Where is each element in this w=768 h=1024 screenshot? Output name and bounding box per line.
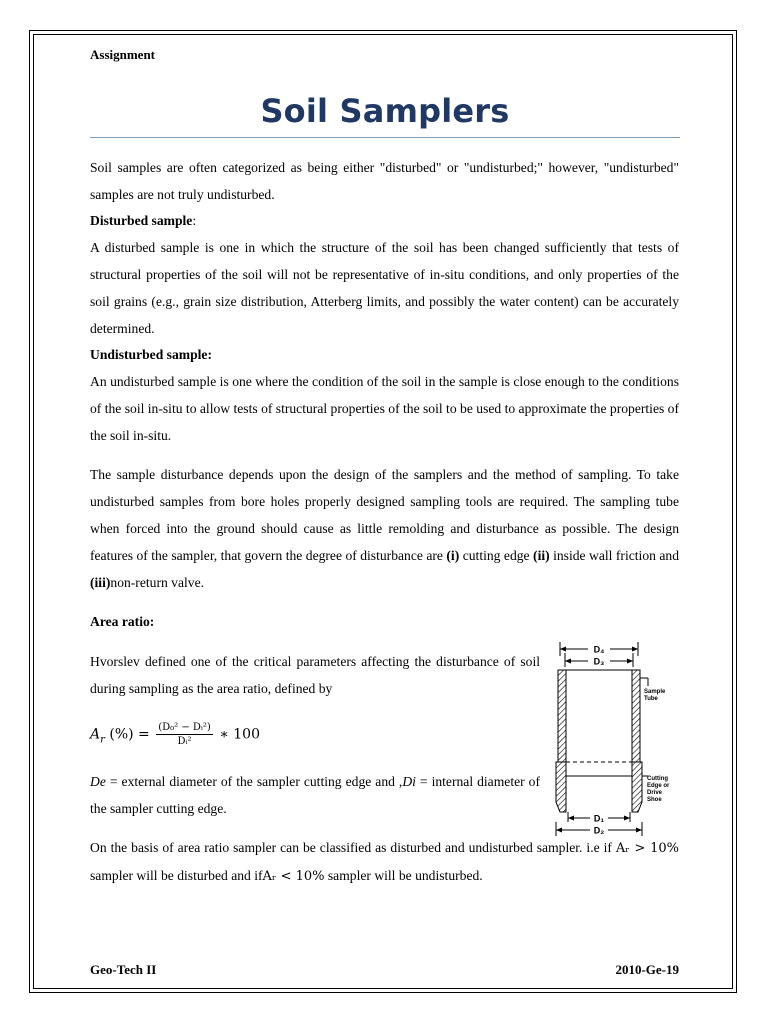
feature-marker-iii: (iii)	[90, 575, 111, 590]
class-text-c: sampler will be undisturbed.	[324, 868, 483, 883]
disturbed-heading-colon: :	[192, 213, 197, 228]
formula-lhs: A	[90, 726, 101, 743]
disturbed-paragraph: A disturbed sample is one in which the structure of the soil has been changed sufficiently that tests of structural properties of the soil will not be representative of in-situ conditions, and only properties of the soil grains (e.g., grain size distribution, Atterberg limits, and possibly the water content) can be accurately determined.	[90, 240, 679, 336]
condition-undisturbed: Aᵣ < 10%	[262, 869, 325, 884]
formula-lhs-sub: r	[100, 734, 105, 746]
formula-fraction	[156, 722, 213, 747]
tube-wall-right	[632, 670, 640, 762]
footer-id: 2010-Ge-19	[615, 962, 679, 977]
di-definition: = internal diameter of the sampler cutting edge.	[90, 774, 540, 816]
disturbed-heading: Disturbed sample	[90, 213, 193, 228]
sampler-diagram	[548, 640, 678, 840]
formula-numerator: (D₀² − Dᵢ²)	[158, 722, 211, 733]
disturbance-paragraph	[90, 461, 679, 596]
d3-dimension	[565, 653, 633, 667]
tube-label-line2: Tube	[644, 696, 658, 702]
d2-label: D₂	[593, 825, 605, 836]
cutting-shoe-right	[632, 762, 642, 812]
undisturbed-paragraph: An undisturbed sample is one where the condition of the soil in the sample is close enough to the conditions of the soil in-situ to allow tests of structural properties of the soil to be used to approximate the properties of the soil in-situ.	[90, 374, 679, 443]
page-title: Soil Samplers	[260, 92, 510, 130]
classification-paragraph	[90, 834, 679, 890]
feature-marker-i: (i)	[446, 548, 460, 563]
di-symbol: Di	[402, 774, 416, 789]
tube-label-line1: Sample	[644, 689, 666, 695]
title-divider	[90, 137, 680, 138]
disturbance-text-a: The sample disturbance depends upon the design of the samplers and the method of sampling. To take undisturbed samples from bore holes properly designed sampling tools are required. The sampling tube when forced into the ground should cause as little remolding and disturbance as possible. The design features of the sampler, that govern the degree of disturbance are	[90, 467, 679, 563]
d4-label: D₄	[593, 644, 605, 655]
d1-label: D₁	[593, 813, 605, 824]
intro-paragraph: Soil samples are often categorized as being either "disturbed" or "undisturbed;" however, "undisturbed" samples are not truly undisturbed.	[90, 160, 679, 202]
feature-marker-ii: (ii)	[533, 548, 550, 563]
footer-course: Geo-Tech II	[90, 962, 157, 977]
de-symbol: De	[90, 774, 106, 789]
class-text-b: sampler will be disturbed and if	[90, 868, 263, 883]
d1-dimension	[568, 812, 630, 824]
edge-label-line1: Cutting	[647, 776, 668, 782]
de-definition: = external diameter of the sampler cutting edge and ,	[105, 774, 403, 789]
undisturbed-heading: Undisturbed sample:	[90, 347, 212, 362]
area-ratio-heading: Area ratio:	[90, 614, 155, 629]
d3-label: D₃	[593, 656, 605, 667]
header-label: Assignment	[90, 47, 156, 62]
formula-rhs: ∗ 100	[219, 726, 260, 743]
formula-denominator: Dᵢ²	[177, 736, 192, 747]
tube-wall-left	[558, 670, 566, 762]
area-ratio-paragraph: Hvorslev defined one of the critical parameters affecting the disturbance of soil during sampling as the area ratio, defined by	[90, 654, 540, 696]
area-ratio-formula	[90, 722, 260, 747]
formula-lhs-unit: (%) =	[104, 726, 155, 743]
disturbed-heading-line	[90, 207, 679, 234]
class-text-a: On the basis of area ratio sampler can be classified as disturbed and undisturbed sampler. i.e if	[90, 840, 616, 855]
edge-label-line2: Edge or	[647, 783, 670, 789]
feature-text-i: cutting edge	[459, 548, 534, 563]
d2-dimension	[556, 822, 642, 836]
condition-disturbed: Aᵣ > 10%	[615, 841, 680, 856]
edge-label-line3: Drive	[647, 790, 663, 796]
d4-dimension	[560, 642, 638, 656]
cutting-shoe-left	[556, 762, 566, 812]
diameter-definitions	[90, 768, 540, 822]
feature-text-ii: inside wall friction and	[549, 548, 679, 563]
edge-label-line4: Shoe	[647, 797, 662, 803]
feature-text-iii: non-return valve.	[110, 575, 205, 590]
